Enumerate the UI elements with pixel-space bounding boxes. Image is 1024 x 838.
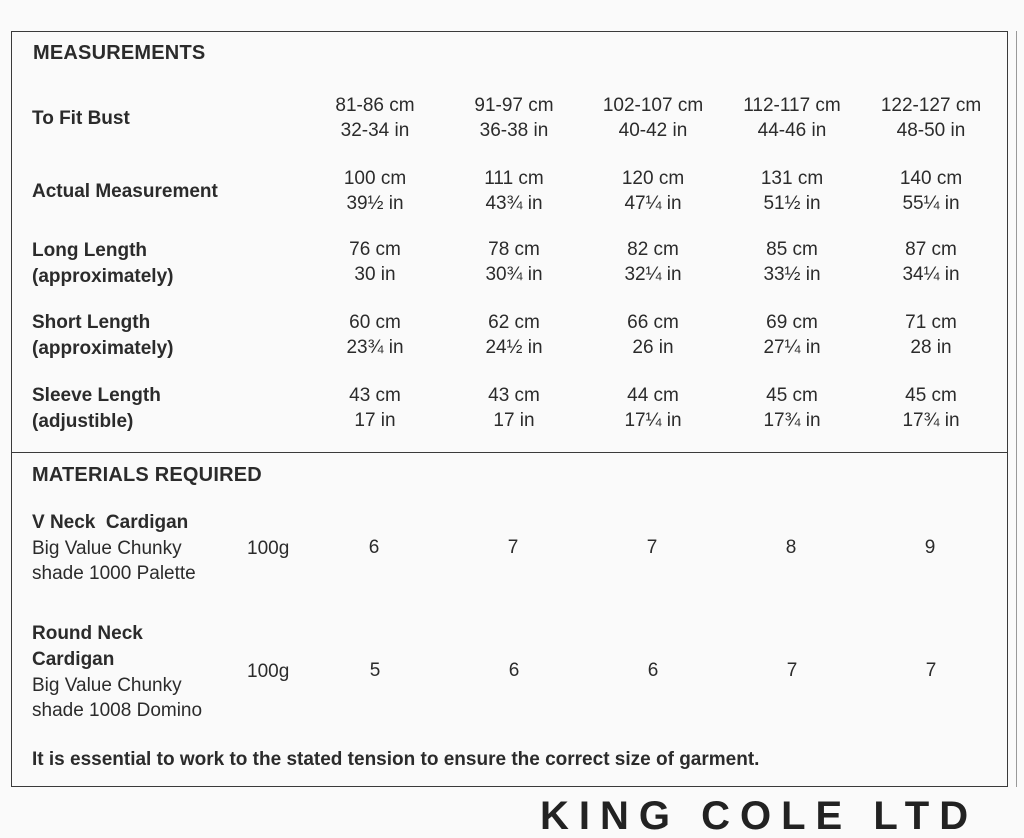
qty-roundneck-1: 5	[369, 660, 381, 681]
cell-long-1: 76 cm 30 in	[349, 239, 401, 285]
row-label-actual: Actual Measurement	[32, 181, 218, 202]
tension-note: It is essential to work to the stated tension to ensure the correct size of garment.	[32, 749, 760, 770]
material-name-roundneck-2: Cardigan	[32, 649, 115, 670]
cell-actual-1: 100 cm 39½ in	[343, 168, 407, 214]
qty-vneck-4: 8	[785, 537, 797, 558]
qty-roundneck-4: 7	[786, 660, 798, 681]
material-yarn-roundneck: Big Value Chunky	[32, 675, 182, 696]
cell-long-2: 78 cm 30¾ in	[485, 239, 543, 285]
cell-sleeve-5: 45 cm 17¾ in	[902, 385, 960, 431]
cell-actual-5: 140 cm 55¼ in	[899, 168, 963, 214]
material-weight-vneck: 100g	[247, 538, 290, 559]
cell-short-2: 62 cm 24½ in	[485, 312, 543, 358]
cell-short-1: 60 cm 23¾ in	[346, 312, 404, 358]
row-label-sleeve: Sleeve Length	[32, 385, 161, 406]
qty-roundneck-3: 6	[647, 660, 659, 681]
cell-bust-4: 112-117 cm 44-46 in	[743, 95, 841, 141]
cell-long-5: 87 cm 34¼ in	[902, 239, 960, 285]
row-label-sleeve-sub: (adjustible)	[32, 411, 134, 432]
cell-sleeve-1: 43 cm 17 in	[349, 385, 401, 431]
cell-short-5: 71 cm 28 in	[905, 312, 957, 358]
brand-logo-fragment: KING COLE LTD	[540, 794, 979, 838]
cell-long-3: 82 cm 32¼ in	[624, 239, 682, 285]
row-label-long: Long Length	[32, 240, 148, 261]
cell-actual-2: 111 cm 43¾ in	[484, 168, 544, 214]
qty-roundneck-5: 7	[925, 660, 937, 681]
qty-vneck-5: 9	[924, 537, 936, 558]
row-label-long-sub: (approximately)	[32, 266, 174, 287]
cell-bust-2: 91-97 cm 36-38 in	[474, 95, 554, 141]
material-name-roundneck: Round Neck	[32, 623, 143, 644]
cell-sleeve-3: 44 cm 17¼ in	[624, 385, 682, 431]
qty-roundneck-2: 6	[508, 660, 520, 681]
material-shade-vneck: shade 1000 Palette	[32, 563, 196, 584]
page-edge-line	[1016, 31, 1017, 787]
section-divider	[11, 452, 1008, 453]
row-label-short: Short Length	[32, 312, 151, 333]
row-label-bust: To Fit Bust	[32, 108, 130, 129]
material-yarn-vneck: Big Value Chunky	[32, 538, 182, 559]
qty-vneck-2: 7	[507, 537, 519, 558]
cell-bust-3: 102-107 cm 40-42 in	[602, 95, 704, 141]
cell-long-4: 85 cm 33½ in	[763, 239, 821, 285]
row-label-short-sub: (approximately)	[32, 338, 174, 359]
material-shade-roundneck: shade 1008 Domino	[32, 700, 203, 721]
cell-sleeve-4: 45 cm 17¾ in	[763, 385, 821, 431]
material-name-vneck: V Neck Cardigan	[32, 512, 189, 533]
cell-actual-4: 131 cm 51½ in	[760, 168, 824, 214]
cell-bust-5: 122-127 cm 48-50 in	[880, 95, 982, 141]
measurements-heading: MEASUREMENTS	[33, 42, 206, 64]
cell-bust-1: 81-86 cm 32-34 in	[335, 95, 415, 141]
cell-sleeve-2: 43 cm 17 in	[488, 385, 540, 431]
materials-heading: MATERIALS REQUIRED	[32, 464, 262, 486]
cell-actual-3: 120 cm 47¼ in	[621, 168, 685, 214]
cell-short-4: 69 cm 27¼ in	[763, 312, 821, 358]
cell-short-3: 66 cm 26 in	[627, 312, 679, 358]
qty-vneck-1: 6	[368, 537, 380, 558]
qty-vneck-3: 7	[646, 537, 658, 558]
material-weight-roundneck: 100g	[247, 661, 290, 682]
